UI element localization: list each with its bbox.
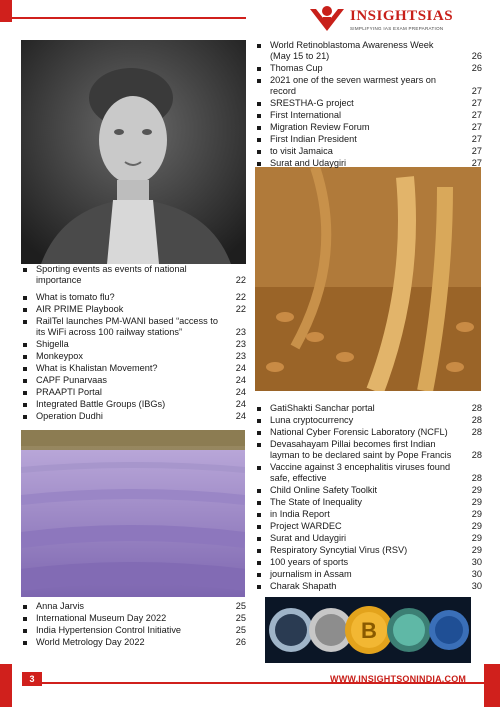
list-item[interactable]: RailTel launches PM-WANI based “access to its WiFi across 100 railway stations” 23 [22, 316, 246, 338]
bullet-icon [23, 296, 27, 300]
bullet-icon [257, 561, 261, 565]
list-item[interactable]: India Hypertension Control Initiative 25 [22, 625, 246, 636]
list-item[interactable]: Charak Shapath 30 [256, 581, 482, 592]
list-item[interactable]: National Cyber Forensic Laboratory (NCFL) 28 [256, 427, 482, 438]
list-item[interactable]: First International 27 [256, 110, 482, 121]
insightsias-logo [306, 3, 484, 35]
bullet-icon [257, 466, 261, 470]
bullet-icon [23, 641, 27, 645]
list-item[interactable]: Luna cryptocurrency 28 [256, 415, 482, 426]
bullet-icon [257, 489, 261, 493]
bullet-icon [257, 407, 261, 411]
header-rule [0, 17, 246, 19]
list-item[interactable]: PRAAPTI Portal 24 [22, 387, 246, 398]
right-contents-list-bottom [256, 403, 482, 593]
right-contents-list-top [256, 40, 482, 170]
left-contents-list-bottom [22, 601, 246, 649]
bullet-icon [257, 79, 261, 83]
bullet-icon [257, 573, 261, 577]
bullet-icon [23, 343, 27, 347]
bullet-icon [257, 431, 261, 435]
lavender-field-photo [21, 430, 245, 597]
bullet-icon [23, 320, 27, 324]
list-item[interactable]: Vaccine against 3 encephalitis viruses found safe, effective 28 [256, 462, 482, 484]
list-item[interactable]: What is tomato flu? 22 [22, 292, 246, 303]
list-item[interactable]: Sporting events as events of national importance 22 [22, 264, 246, 286]
bullet-icon [257, 67, 261, 71]
footer-right-block [484, 664, 500, 707]
bullet-icon [257, 419, 261, 423]
bullet-icon [23, 308, 27, 312]
list-item[interactable]: SRESTHA-G project 27 [256, 98, 482, 109]
list-item[interactable]: Respiratory Syncytial Virus (RSV) 29 [256, 545, 482, 556]
bullet-icon [23, 629, 27, 633]
bullet-icon [257, 549, 261, 553]
footer-left-block [0, 664, 12, 707]
list-item[interactable]: to visit Jamaica 27 [256, 146, 482, 157]
list-item[interactable]: International Museum Day 2022 25 [22, 613, 246, 624]
bullet-icon [23, 379, 27, 383]
list-item[interactable]: Shigella 23 [22, 339, 246, 350]
left-contents-list-top [22, 264, 246, 423]
list-item[interactable]: Monkeypox 23 [22, 351, 246, 362]
list-item[interactable]: Child Online Safety Toolkit 29 [256, 485, 482, 496]
bullet-icon [257, 126, 261, 130]
bullet-icon [23, 367, 27, 371]
list-item[interactable]: Surat and Udaygiri 29 [256, 533, 482, 544]
list-item[interactable]: Anna Jarvis 25 [22, 601, 246, 612]
list-item[interactable]: Migration Review Forum 27 [256, 122, 482, 133]
list-item[interactable]: Surat and Udaygiri 27 [256, 158, 482, 169]
bullet-icon [257, 537, 261, 541]
bullet-icon [257, 525, 261, 529]
bullet-icon [257, 150, 261, 154]
bullet-icon [23, 355, 27, 359]
wheat-grains-photo [255, 167, 481, 391]
bullet-icon [257, 443, 261, 447]
list-item[interactable]: 100 years of sports 30 [256, 557, 482, 568]
list-item[interactable]: What is Khalistan Movement? 24 [22, 363, 246, 374]
footer-website-link[interactable]: WWW.INSIGHTSONINDIA.COM [330, 674, 467, 684]
bullet-icon [23, 391, 27, 395]
list-item[interactable]: AIR PRIME Playbook 22 [22, 304, 246, 315]
bullet-icon [257, 162, 261, 166]
portrait-photo [21, 40, 246, 264]
logo-brand-text: INSIGHTSIAS [350, 8, 454, 24]
bullet-icon [23, 268, 27, 272]
bullet-icon [257, 114, 261, 118]
list-item[interactable]: World Retinoblastoma Awareness Week (May 15 to 21) 26 [256, 40, 482, 62]
svg-text:B: B [361, 618, 377, 643]
bullet-icon [257, 102, 261, 106]
list-item[interactable]: The State of Inequality 29 [256, 497, 482, 508]
logo-tagline: SIMPLIFYING IAS EXAM PREPARATION [350, 26, 444, 31]
list-item[interactable]: journalism in Assam 30 [256, 569, 482, 580]
list-item[interactable]: World Metrology Day 2022 26 [22, 637, 246, 648]
list-item[interactable]: GatiShakti Sanchar portal 28 [256, 403, 482, 414]
bullet-icon [23, 605, 27, 609]
logo-emblem-icon [306, 3, 348, 35]
list-item[interactable]: Thomas Cup 26 [256, 63, 482, 74]
list-item[interactable]: First Indian President 27 [256, 134, 482, 145]
bullet-icon [23, 403, 27, 407]
list-item[interactable]: 2021 one of the seven warmest years on record 27 [256, 75, 482, 97]
bullet-icon [257, 501, 261, 505]
list-item[interactable]: CAPF Punarvaas 24 [22, 375, 246, 386]
bullet-icon [257, 138, 261, 142]
bullet-icon [23, 415, 27, 419]
list-item[interactable]: in India Report 29 [256, 509, 482, 520]
bullet-icon [257, 44, 261, 48]
cryptocurrency-coins-photo [265, 597, 471, 663]
list-item[interactable]: Operation Dudhi 24 [22, 411, 246, 422]
list-item[interactable]: Integrated Battle Groups (IBGs) 24 [22, 399, 246, 410]
list-item[interactable]: Project WARDEC 29 [256, 521, 482, 532]
bullet-icon [257, 513, 261, 517]
bullet-icon [257, 585, 261, 589]
page-number: 3 [22, 672, 42, 686]
list-item[interactable]: Devasahayam Pillai becomes first Indian layman to be declared saint by Pope Francis 28 [256, 439, 482, 461]
bullet-icon [23, 617, 27, 621]
